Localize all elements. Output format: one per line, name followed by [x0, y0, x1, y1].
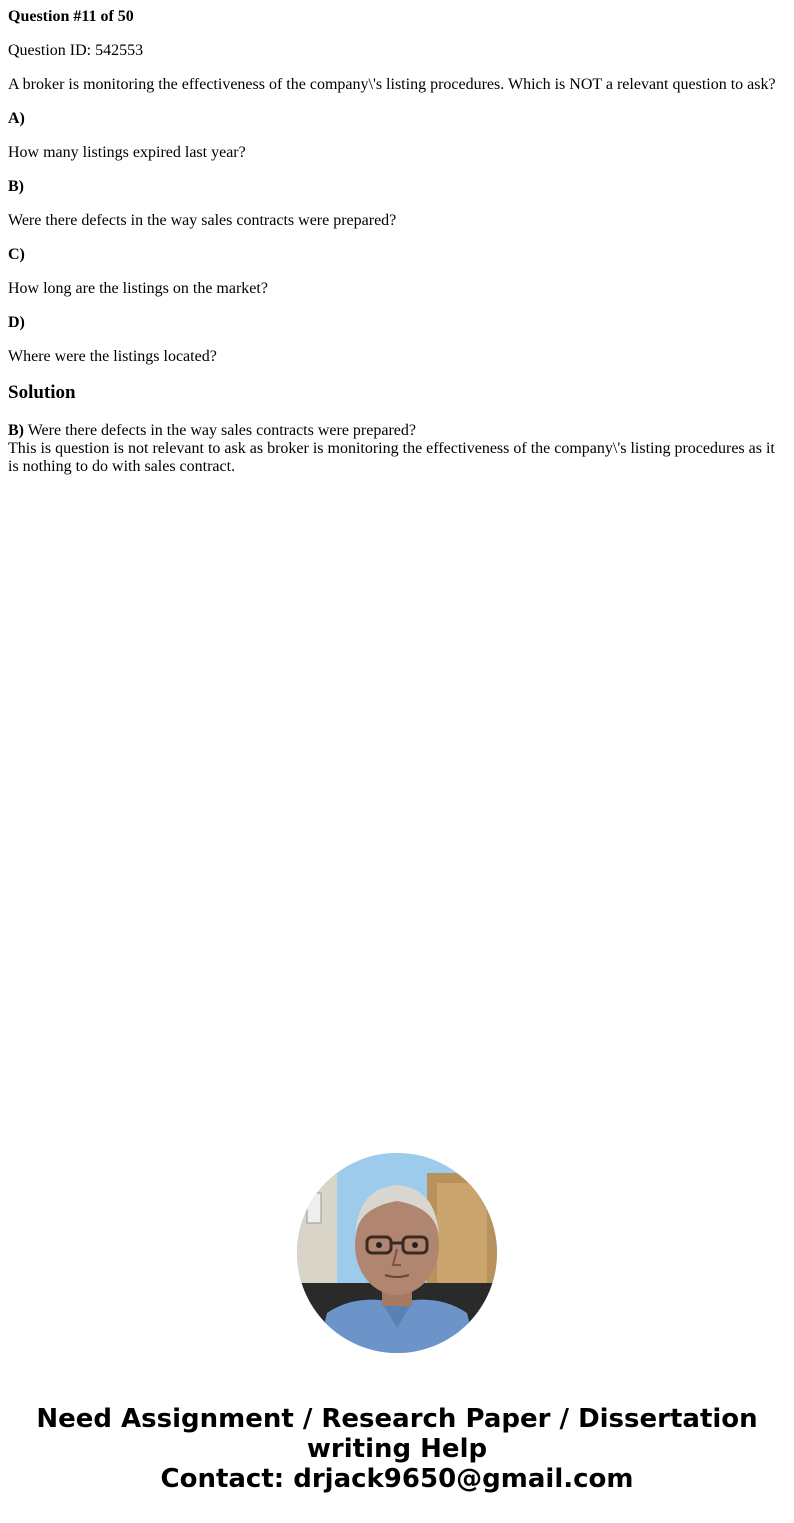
- author-avatar: [297, 1153, 497, 1353]
- question-content: [8, 8, 786, 476]
- solution-heading: Solution: [8, 382, 76, 403]
- option-c-letter: C): [8, 246, 25, 263]
- solution-explanation: This is question is not relevant to ask as broker is monitoring the effectiveness of the company\'s listing procedures as it is nothing to do with sales contract.: [8, 440, 775, 475]
- footer-contact-email: Contact: drjack9650@gmail.com: [160, 1464, 634, 1494]
- question-prompt: A broker is monitoring the effectiveness of the company\'s listing procedures. Which is NOT a relevant question to ask?: [8, 76, 776, 93]
- option-d-letter: D): [8, 314, 25, 331]
- option-b-text: Were there defects in the way sales contracts were prepared?: [8, 212, 397, 229]
- question-header: Question #11 of 50: [8, 8, 134, 25]
- option-c-text: How long are the listings on the market?: [8, 280, 268, 297]
- solution-body: [8, 422, 786, 476]
- footer-help-text: Need Assignment / Research Paper / Dissertation writing Help: [36, 1404, 758, 1464]
- solution-answer-letter: B): [8, 422, 24, 439]
- option-a-text: How many listings expired last year?: [8, 144, 246, 161]
- author-photo-icon: [297, 1153, 497, 1353]
- option-a-letter: A): [8, 110, 25, 127]
- footer-contact: [0, 1404, 794, 1494]
- question-id: Question ID: 542553: [8, 42, 144, 59]
- option-b-letter: B): [8, 178, 24, 195]
- solution-answer-text: Were there defects in the way sales contracts were prepared?: [24, 422, 416, 439]
- option-d-text: Where were the listings located?: [8, 348, 217, 365]
